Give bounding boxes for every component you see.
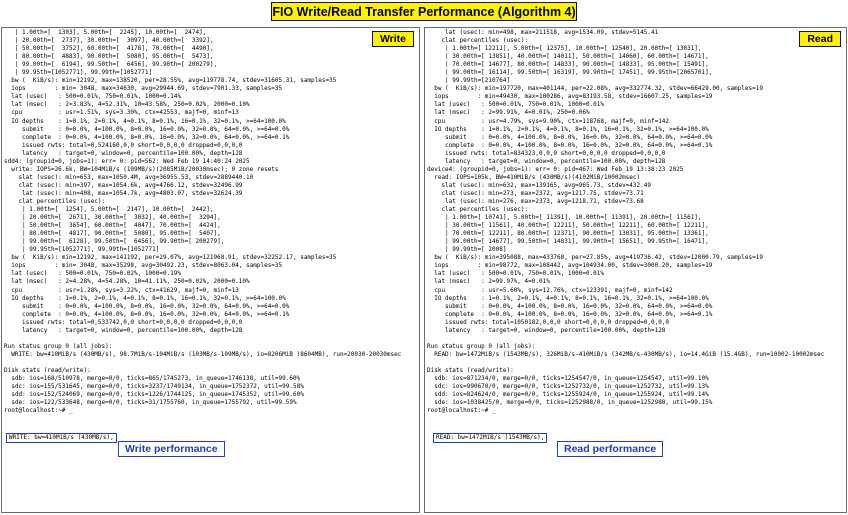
read-summary-highlight: READ: bw=1472MiB/s (1543MB/s), (433, 433, 547, 443)
write-terminal-output: | 1.00th=[ 1303], 5.00th=[ 2245], 10.00th=[ 2474], | 20.00th=[ 2737], 30.00th=[ 3097], 40.00th=[ 3392], | 50.00th=[ 3752], 60.00th=[ 4178], 70.00th=[ 4490], | 80.00th=[ 4883], 90.00th=[ 5080], 95.00th=[ 5473], | 99.00th=[ 6194], 99.50th=[ 6456], 99.90th=[ 200279], | 99.95th=[1052771], 99.99th=[1052771] bw ( KiB/s): min=12192, max=138520, per=28.55%, avg=119778.74, stdev=31605.31, samples=35 iops : min= 3048, max=34630, avg=29944.69, stdev=7901.33, samples=35 lat (usec) : 500=0.01%, 750=0.01%, 1000=0.14% lat (msec) : 2=3.83%, 4=52.31%, 10=43.58%, 250=0.02%, 2000=0.10% cpu : usr=1.51%, sys=3.30%, ctx=42553, majf=0, minf=13 IO depths : 1=0.1%, 2=0.1%, 4=0.1%, 8=0.1%, 16=0.1%, 32=0.1%, >=64=100.0% submit : 0=0.0%, 4=100.0%, 8=0.0%, 16=0.0%, 32=0.0%, 64=0.0%, >=64=0.0% complete : 0=0.0%, 4=100.0%, 8=0.0%, 16=0.0%, 32=0.0%, 64=0.0%, >=64=0.1% issued rwts: total=0,524160,0,0 short=0,0,0,0 dropped=0,0,0,0 latency : target=0, window=0, percentile=100.00%, depth=128 sdd4: (groupid=0, jobs=1): err= 0: pid=562: Wed Feb 19 14:40:24 2025 write: IOPS=26.6k, BW=104MiB/s (109MB/s)(2085MiB/20030msec); 0 zone resets slat (usec): min=653, max=1050.4M, avg=36955.53, stdev=2889440.10 clat (usec): min=397, max=1054.6k, avg=4766.12, stdev=32496.99 lat (usec): min=408, max=1054.7k, avg=4803.07, stdev=32624.39 clat percentiles (usec): | 1.00th=[ 1254], 5.00th=[ 2147], 10.00th=[ 2442], | 20.00th=[ 2671], 30.00th=[ 3032], 40.00th=[ 3294], | 50.00th=[ 3654], 60.00th=[ 4047], 70.00th=[ 4424], | 80.00th=[ 4817], 90.00th=[ 5080], 95.00th=[ 5407], | 99.00th=[ 6128], 99.50th=[ 6456], 99.90th=[ 200279], | 99.95th=[1052771], 99.99th=[1052771] bw ( KiB/s): min=12192, max=141192, per=29.07%, avg=121968.91, stdev=32252.17, samples=35 iops : min= 3048, max=35298, avg=30492.23, stdev=8063.04, samples=35 lat (usec) : 500=0.01%, 750=0.02%, 1000=0.19% lat (msec) : 2=4.28%, 4=54.28%, 10=41.11%, 250=0.02%, 2000=0.10% cpu : usr=1.28%, sys=3.22%, ctx=41629, majf=0, minf=13 IO depths : 1=0.1%, 2=0.1%, 4=0.1%, 8=0.1%, 16=0.1%, 32=0.1%, >=64=100.0% submit : 0=0.0%, 4=100.0%, 8=0.0%, 16=0.0%, 32=0.0%, 64=0.0%, >=64=0.0% complete : 0=0.0%, 4=100.0%, 8=0.0%, 16=0.0%, 32=0.0%, 64=0.0%, >=64=0.1% issued rwts: total=0,533742,0,0 short=0,0,0,0 dropped=0,0,0,0 latency : target=0, window=0, percentile=100.00%, depth=128 Run status group 0 (all jobs): WRITE: bw=410MiB/s (430MB/s), 98.7MiB/s-104MiB/s (103MB/s-109MB/s), io=8206MiB (8604MB), run=20030-20030msec Disk stats (read/write): sdb: ios=168/510978, merge=0/0, ticks=865/1745273, in_queue=1746138, util=99.60% sdc: ios=155/531645, merge=0/0, ticks=3237/1749134, in_queue=1752372, util=99.58% sdd: ios=152/524069, merge=0/0, ticks=1226/1744125, in_queue=1745352, util=99.60% sde: ios=122/533648, merge=0/0, ticks=31/1755760, in_queue=1755792, util=99.59% root@localhost:~# _ (4, 29, 402, 415)
read-performance-label: Read performance (557, 441, 663, 457)
write-tag: Write (372, 31, 414, 47)
write-performance-label: Write performance (118, 441, 225, 457)
page-title: FIO Write/Read Transfer Performance (Algorithm 4) (271, 2, 577, 21)
write-terminal-pane[interactable] (1, 27, 420, 513)
read-terminal-output: lat (usec): min=498, max=211518, avg=1534.09, stdev=5145.41 clat percentiles (usec): | 1.00th=[ 12211], 5.00th=[ 12375], 10.00th=[ 12540], 20.00th=[ 13031], | 30.00th=[ 13851], 40.00th=[ 14011], 50.00th=[ 14060], 60.00th=[ 14671], | 70.00th=[ 14677], 80.00th=[ 14833], 90.00th=[ 14833], 95.00th=[ 15491], | 99.00th=[ 16114], 99.50th=[ 16319], 99.90th=[ 17451], 99.95th=[2065701], | 99.99th=[210764] bw ( KiB/s): min=197720, max=401144, per=22.08%, avg=332774.32, stdev=66429.00, samples=19 iops : min=49430, max=100286, avg=83193.58, stdev=16607.25, samples=19 lat (usec) : 500=0.01%, 750=0.01%, 1000=0.01% lat (msec) : 2=99.91%, 4=0.01%, 250=0.06% cpu : usr=4.79%, sys=9.90%, ctx=118768, majf=0, minf=142 IO depths : 1=0.1%, 2=0.1%, 4=0.1%, 8=0.1%, 16=0.1%, 32=0.1%, >=64=100.0% submit : 0=0.0%, 4=100.0%, 8=0.0%, 16=0.0%, 32=0.0%, 64=0.0%, >=64=0.0% complete : 0=0.0%, 4=100.0%, 8=0.0%, 16=0.0%, 32=0.0%, 64=0.0%, >=64=0.1% issued rwts: total=834323,0,0,0 short=0,0,0,0 dropped=0,0,0,0 latency : target=0, window=0, percentile=100.00%, depth=128 device4: (groupid=0, jobs=1): err= 0: pid=467: Wed Feb 19 13:38:23 2025 read: IOPS=105k, BW=410MiB/s (430MB/s)(4102MiB/10002msec) slat (usec): min=632, max=139165, avg=965.73, stdev=432.49 clat (usec): min=273, max=2372, avg=1217.75, stdev=73.71 lat (usec): min=276, max=2373, avg=1218.71, stdev=73.68 clat percentiles (usec): | 1.00th=[ 10741], 5.00th=[ 11391], 10.00th=[ 11391], 20.00th=[ 11561], | 30.00th=[ 11561], 40.00th=[ 12211], 50.00th=[ 12211], 60.00th=[ 12211], | 70.00th=[ 12211], 80.00th=[ 12371], 90.00th=[ 13031], 95.00th=[ 13361], | 99.00th=[ 14677], 99.50th=[ 14831], 99.90th=[ 15651], 99.95th=[ 16471], | 99.99th=[ 2008] bw ( KiB/s): min=395088, max=433768, per=27.85%, avg=419736.42, stdev=12000.79, samples=19 iops : min=98772, max=108442, avg=104934.00, stdev=3000.20, samples=19 lat (usec) : 500=0.01%, 750=0.01%, 1000=0.01% lat (msec) : 2=99.97%, 4=0.01% cpu : usr=5.60%, sys=12.76%, ctx=123391, majf=0, minf=142 IO depths : 1=0.1%, 2=0.1%, 4=0.1%, 8=0.1%, 16=0.1%, 32=0.1%, >=64=100.0% submit : 0=0.0%, 4=100.0%, 8=0.0%, 16=0.0%, 32=0.0%, 64=0.0%, >=64=0.0% complete : 0=0.0%, 4=100.0%, 8=0.0%, 16=0.0%, 32=0.0%, 64=0.0%, >=64=0.1% issued rwts: total=1050182,0,0,0 short=0,0,0,0 dropped=0,0,0,0 latency : target=0, window=0, percentile=100.00%, depth=128 Run status group 0 (all jobs): READ: bw=1472MiB/s (1543MB/s), 326MiB/s-410MiB/s (342MB/s-430MB/s), io=14.4GiB (15.4GB), run=10002-10002msec Disk stats (read/write): sdb: ios=871234/0, merge=0/0, ticks=1254547/0, in_queue=1254547, util=99.10% sdc: ios=990670/0, merge=0/0, ticks=1252732/0, in_queue=1252732, util=99.13% sdd: ios=824624/0, merge=0/0, ticks=1255924/0, in_queue=1255924, util=99.14% sde: ios=1038425/0, merge=0/0, ticks=1252988/0, in_queue=1252988, util=99.15% root@localhost:~# _ (427, 29, 825, 415)
write-summary-highlight: WRITE: bw=410MiB/s (430MB/s), (6, 433, 117, 443)
read-tag: Read (799, 31, 841, 47)
read-terminal-pane[interactable] (424, 27, 847, 513)
